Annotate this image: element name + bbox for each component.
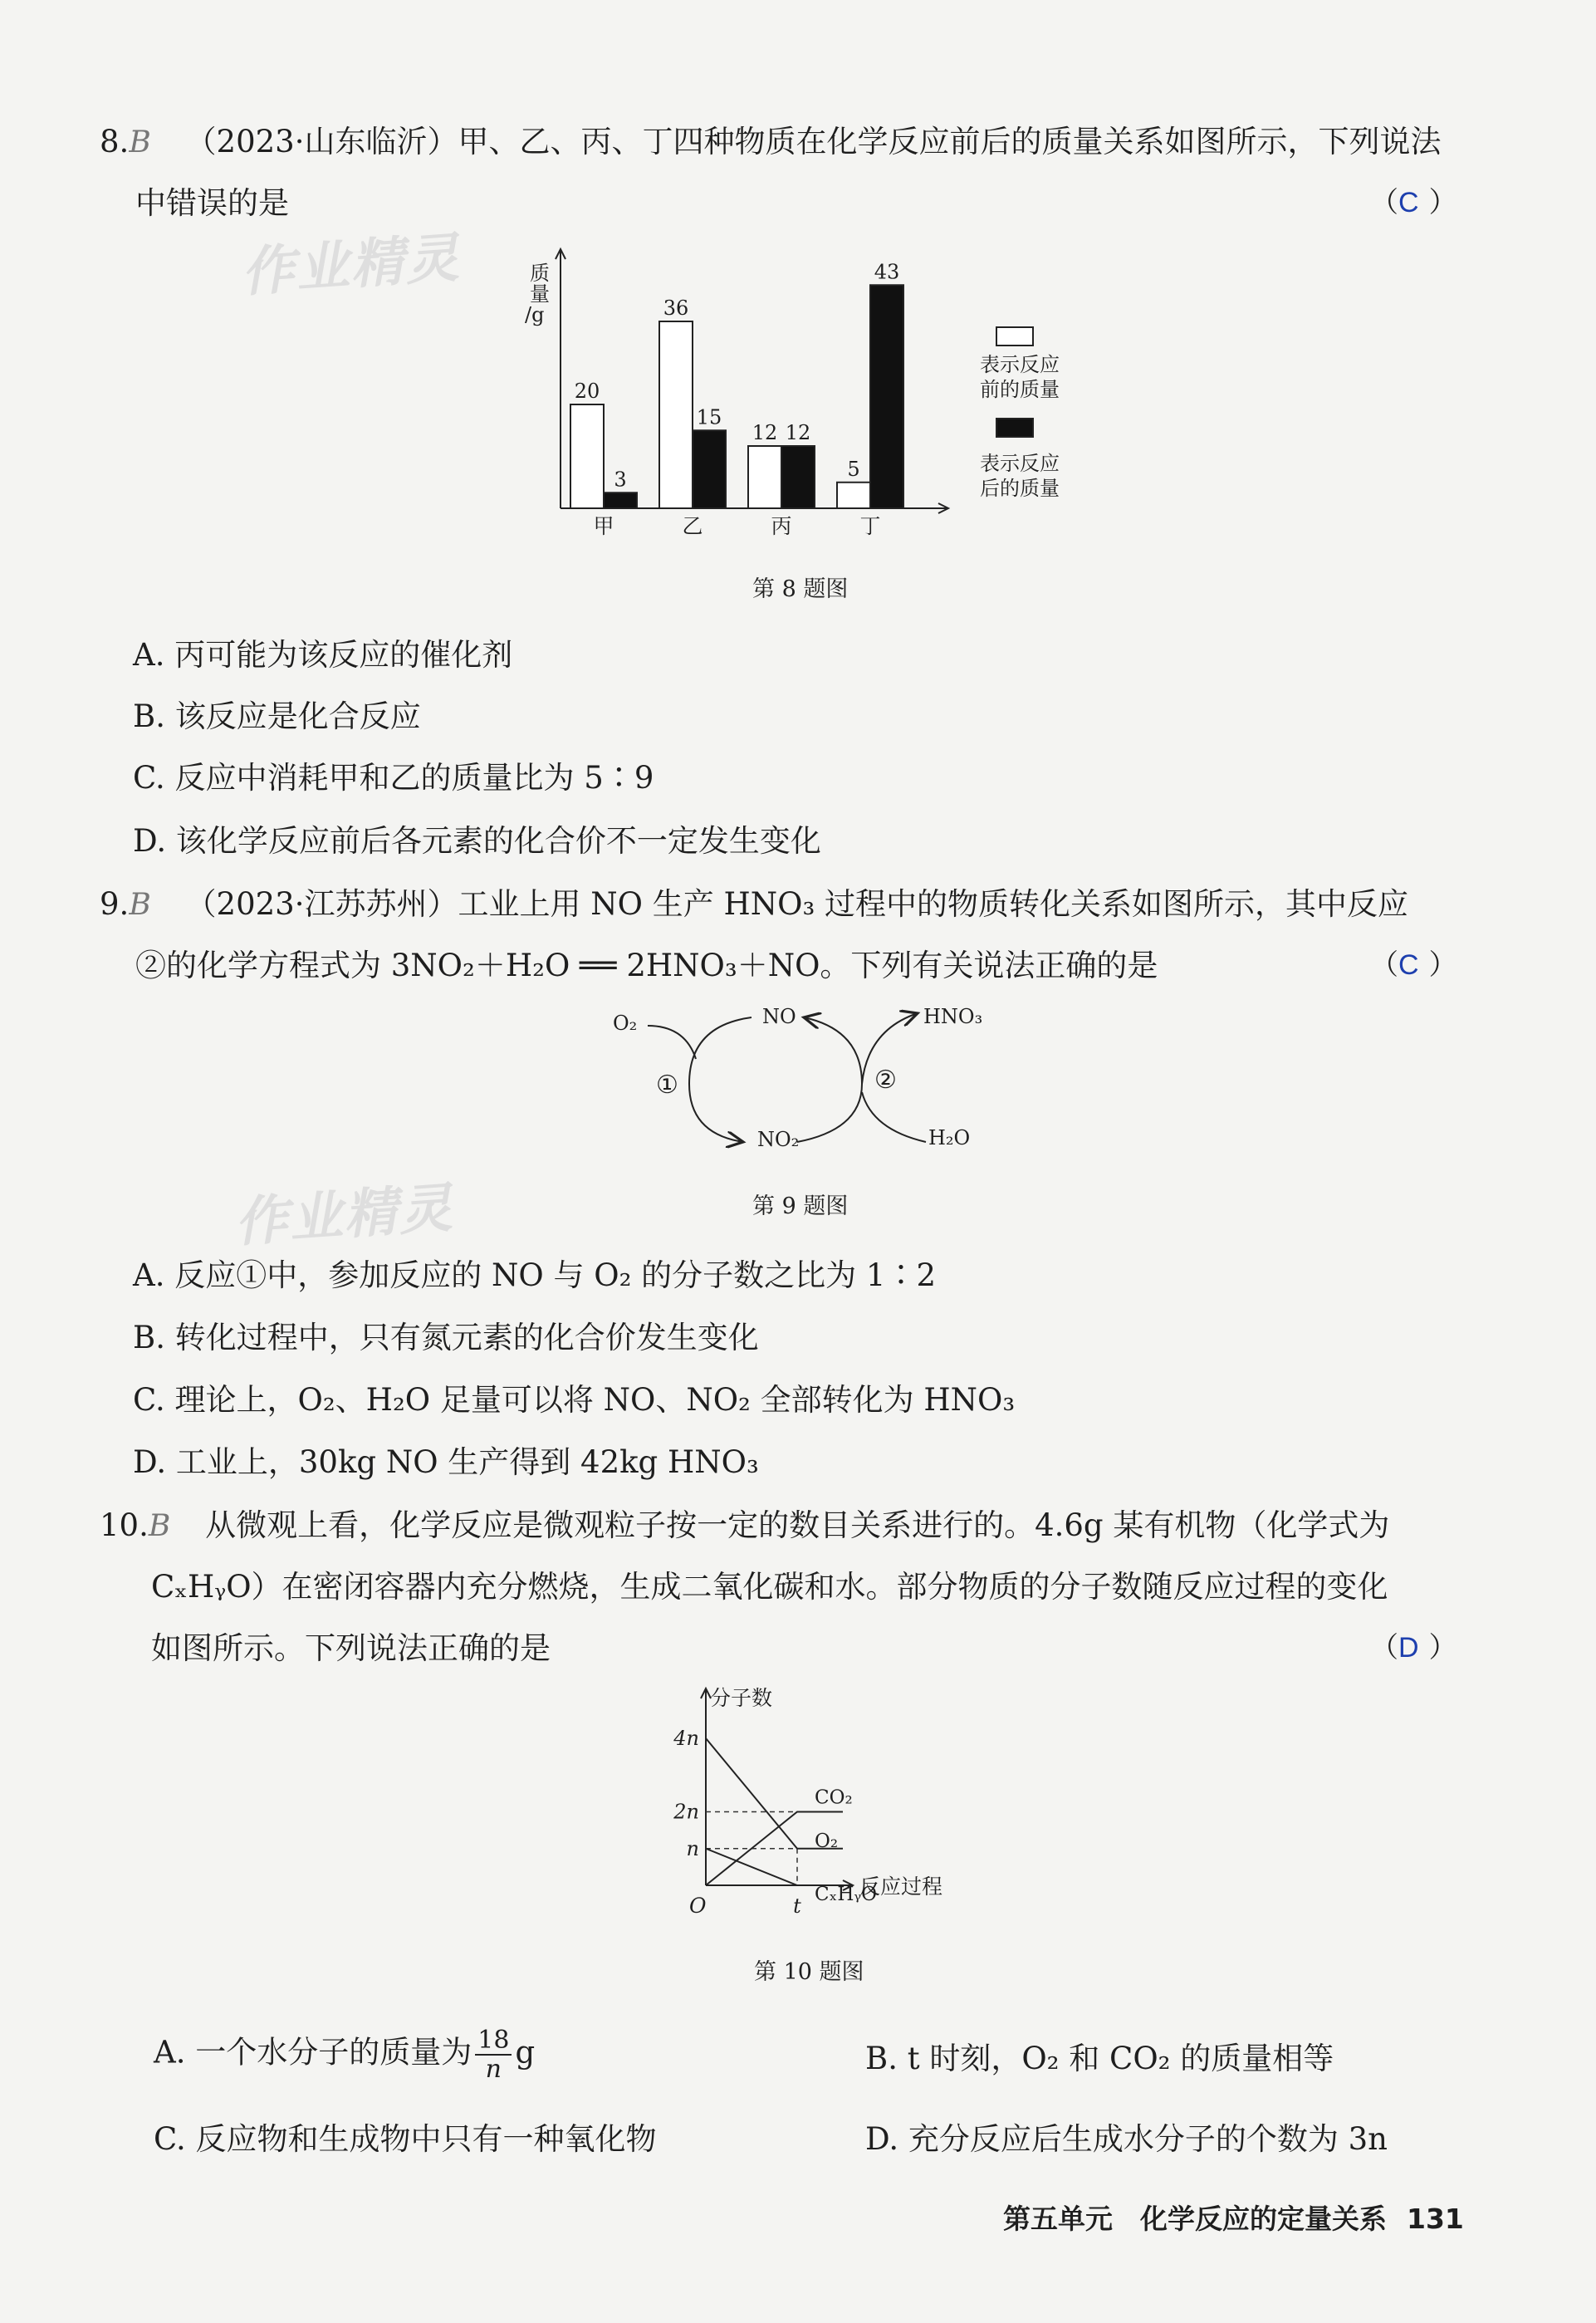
option-d: D. 工业上，30kg NO 生产得到 42kg HNO₃ [133, 1444, 759, 1480]
q9-line1 [100, 879, 1408, 924]
unit-title: 第五单元 化学反应的定量关系 [1003, 2203, 1387, 2235]
option-a-text: A. 一个水分子的质量为 [154, 2034, 472, 2071]
option-c: C. 理论上，O₂、H₂O 足量可以将 NO、NO₂ 全部转化为 HNO₃ [133, 1382, 1016, 1418]
watermark: 作业精灵 [233, 1177, 456, 1255]
o2-label: O₂ [613, 1012, 638, 1035]
option-a: A. 反应①中，参加反应的 NO 与 O₂ 的分子数之比为 1∶2 [133, 1257, 937, 1293]
q9-cycle-diagram [598, 992, 1013, 1175]
option-d: D. 充分反应后生成水分子的个数为 3n [865, 2121, 1388, 2157]
bar [693, 430, 726, 508]
page-number: 131 [1407, 2203, 1464, 2235]
question-stem: 甲、乙、丙、丁四种物质在化学反应前后的质量关系如图所示，下列说法 [458, 124, 1442, 159]
x-axis-label: 反应过程 [859, 1875, 943, 1899]
legend-label-after: 后的质量 [980, 477, 1060, 500]
bar-value-label: 5 [847, 457, 860, 481]
page-footer [1003, 2198, 1464, 2237]
fraction-denominator: n [485, 2055, 502, 2084]
y-tick-label: 4n [673, 1727, 699, 1750]
step2-label: ② [874, 1066, 897, 1095]
bar-value-label: 36 [663, 297, 689, 320]
question-number: 10. [100, 1507, 149, 1543]
line-chart-plot [673, 1686, 942, 1918]
q9-stem-line2: ②的化学方程式为 3NO₂＋H₂O ══ 2HNO₃＋NO。下列有关说法正确的是 [135, 948, 1158, 983]
q10-stem-line2: CₓHᵧO）在密闭容器内充分燃烧，生成二氧化碳和水。部分物质的分子数随反应过程的变化 [151, 1569, 1388, 1605]
fraction-numerator: 18 [475, 2026, 512, 2056]
step1-label: ① [656, 1071, 678, 1100]
reaction2-arrow [797, 1017, 862, 1142]
question-stem: 工业上用 NO 生产 HNO₃ 过程中的物质转化关系如图所示，其中反应 [458, 886, 1409, 922]
series-label: O₂ [815, 1830, 839, 1852]
option-a [154, 2026, 535, 2083]
no-label: NO [762, 1005, 796, 1028]
watermark: 作业精灵 [239, 227, 463, 305]
h2o-label: H₂O [928, 1126, 971, 1149]
series-line [706, 1849, 843, 1885]
bar [748, 446, 781, 508]
series-label: CO₂ [815, 1786, 853, 1809]
y-tick-label: 2n [673, 1800, 699, 1824]
category-label: 乙 [682, 514, 703, 538]
answer-letter: C [1398, 949, 1419, 981]
option-a: A. 丙可能为该反应的催化剂 [133, 637, 513, 673]
bar [837, 483, 870, 508]
question-stem: 从微观上看，化学反应是微观粒子按一定的数目关系进行的。4.6g 某有机物（化学式为 [205, 1507, 1390, 1543]
legend-label-before: 前的质量 [980, 378, 1060, 401]
q8-bar-chart [515, 234, 1096, 550]
bar-value-label: 15 [696, 405, 722, 429]
bar-value-label: 12 [785, 421, 811, 444]
y-axis-label: 分子数 [710, 1686, 773, 1710]
q10-line1 [100, 1500, 1389, 1545]
option-b: B. 转化过程中，只有氮元素的化合价发生变化 [133, 1320, 759, 1355]
legend-swatch-before [996, 327, 1033, 346]
category-label: 丁 [859, 514, 881, 538]
bar-value-label: 12 [751, 421, 778, 444]
bar [604, 493, 637, 508]
origin-label: O [689, 1894, 707, 1918]
category-label: 丙 [771, 514, 792, 538]
series-label: CₓHᵧO [815, 1884, 877, 1905]
bar-chart-plot [525, 249, 1060, 538]
bar-value-label: 3 [614, 468, 627, 492]
option-a-unit: g [515, 2034, 536, 2071]
bar [781, 446, 815, 508]
bar [870, 285, 903, 508]
q8-line1 [100, 116, 1441, 161]
o2-input-curve [648, 1026, 696, 1059]
answer-parentheses: （C ） [1370, 186, 1457, 219]
bar [659, 321, 693, 508]
category-label: 甲 [593, 514, 614, 538]
answer-mark: B [129, 125, 151, 159]
y-axis-label: /g [525, 303, 545, 326]
answer-parentheses: （C ） [1370, 948, 1457, 982]
fraction [475, 2026, 512, 2083]
no2-label: NO₂ [757, 1128, 800, 1151]
bar [570, 404, 604, 508]
question-number: 9. [100, 886, 130, 922]
reaction1-arrow [689, 1017, 751, 1142]
q10-stem-line3: 如图所示。下列说法正确的是 [151, 1630, 551, 1666]
legend-swatch-after [996, 419, 1033, 437]
hno3-label: HNO₃ [923, 1005, 983, 1028]
bar-value-label: 43 [874, 260, 900, 284]
y-axis-label: 量 [530, 282, 550, 306]
bar-value-label: 20 [574, 380, 600, 403]
question-source: （2023·江苏苏州） [185, 886, 458, 922]
answer-mark: B [148, 1509, 171, 1543]
figure-caption: 第 8 题图 [752, 576, 849, 602]
h2o-input-curve [862, 1092, 926, 1142]
question-number: 8. [100, 124, 130, 159]
answer-mark: B [129, 888, 151, 922]
y-tick-label: n [686, 1836, 699, 1860]
option-c: C. 反应物和生成物中只有一种氧化物 [154, 2121, 657, 2157]
figure-caption: 第 9 题图 [752, 1193, 849, 1219]
figure-caption: 第 10 题图 [754, 1959, 864, 1985]
answer-letter: C [1398, 187, 1419, 218]
legend-label-before: 表示反应 [980, 353, 1060, 376]
option-b: B. 该反应是化合反应 [133, 698, 421, 734]
q8-stem-line2: 中错误的是 [135, 185, 289, 221]
x-tick-label: t [793, 1894, 801, 1918]
option-b: B. t 时刻，O₂ 和 CO₂ 的质量相等 [865, 2041, 1334, 2076]
y-axis-label: 质 [530, 262, 550, 285]
answer-letter: D [1398, 1632, 1419, 1664]
q10-line-chart [656, 1674, 988, 1939]
option-d: D. 该化学反应前后各元素的化合价不一定发生变化 [133, 823, 821, 859]
option-c: C. 反应中消耗甲和乙的质量比为 5∶9 [133, 760, 654, 796]
answer-parentheses: （D ） [1370, 1631, 1457, 1664]
legend-label-after: 表示反应 [980, 452, 1060, 475]
question-source: （2023·山东临沂） [185, 124, 458, 159]
